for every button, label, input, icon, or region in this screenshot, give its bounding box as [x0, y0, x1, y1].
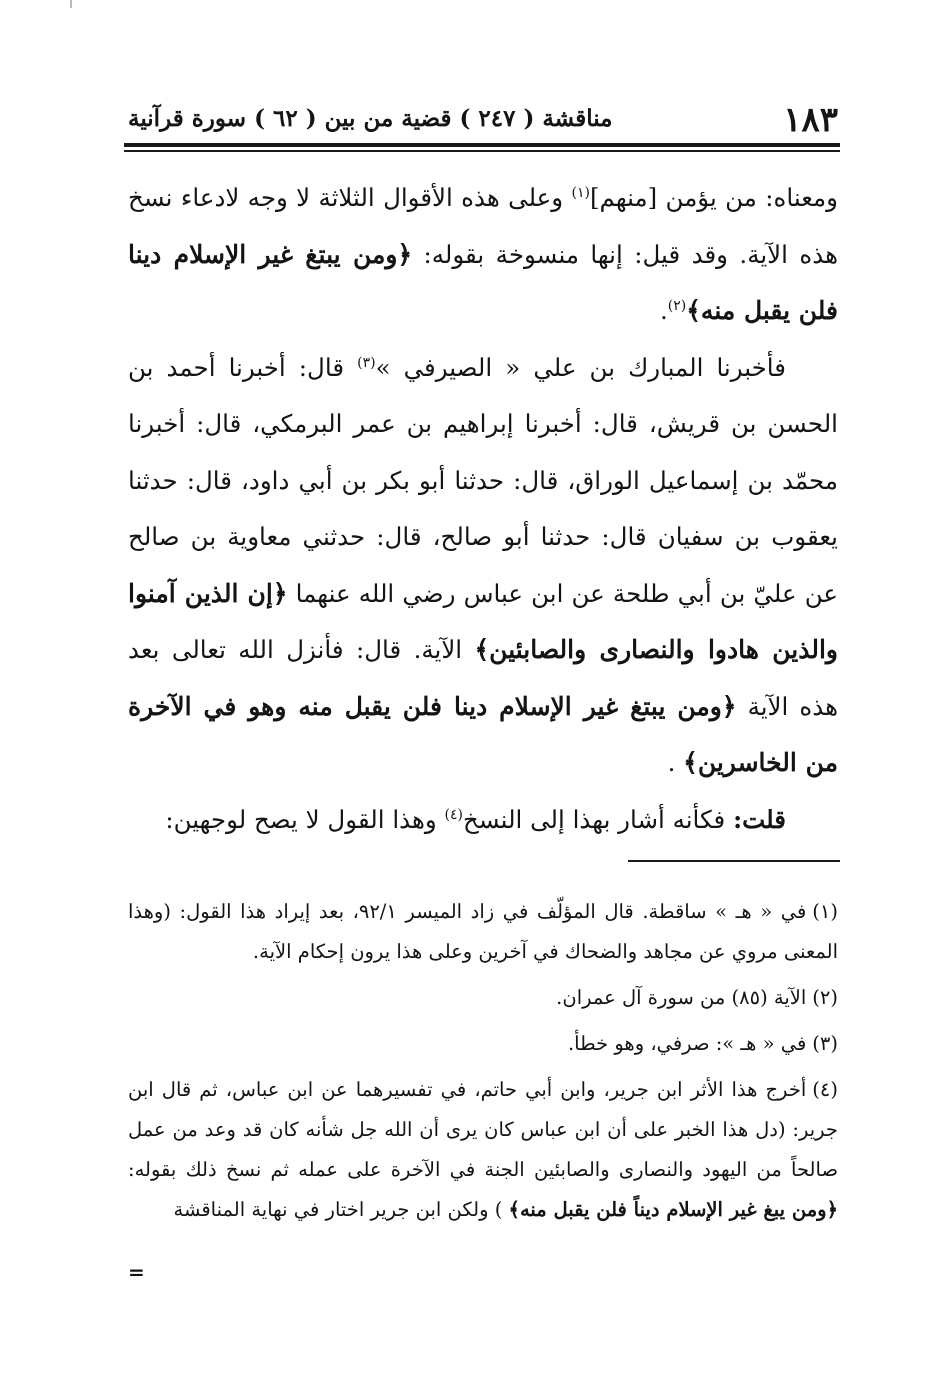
footnote-4	[128, 1070, 838, 1230]
quran-quote: ﴿ومن يبتغ غير الإسلام دينا فلن يقبل منه﴾	[128, 239, 838, 325]
text-run: قال: أخبرنا أحمد بن الحسن بن قريش، قال: أخبرنا إبراهيم بن عمر البرمكي، قال: أخبرنا محمّد بن إسماعيل الوراق، قال: حدثنا أبو بكر بن أبي داود، قال: حدثنا يعقوب بن سفيان قال: حدثنا أبو صالح، قال: حدثني معاوية بن صالح عن عليّ بن أبي طلحة عن ابن عباس رضي الله عنهما	[128, 352, 838, 608]
footnote-text: ) ولكن ابن جرير اختار في نهاية المناقشة	[173, 1198, 509, 1221]
footnote-text: في « هـ »: صرفي، وهو خطأ.	[567, 1032, 807, 1055]
footnote-ref-1: (١)	[571, 184, 590, 201]
continuation-mark: =	[128, 1260, 145, 1284]
header-rule-thin	[124, 150, 840, 152]
footnote-quran-quote: ﴿ومن يبغ غير الإسلام ديناً فلن يقبل منه﴾	[508, 1198, 838, 1221]
paragraph-3	[128, 792, 838, 849]
footnote-text: في « هـ » ساقطة. قال المؤلّف في زاد الميسر ٩٢/١، بعد إيراد هذا القول: (وهذا المعنى مروي عن مجاهد والضحاك في آخرين وعلى هذا يرون إحكام الآية.	[128, 900, 838, 963]
qultu-label: قلت:	[733, 804, 786, 834]
header-rule-thick	[124, 143, 840, 147]
footnote-number: (١)	[812, 900, 838, 923]
running-title: مناقشة ( ٢٤٧ ) قضية من بين ( ٦٢ ) سورة قرآنية	[128, 105, 613, 132]
footnote-ref-2: (٢)	[667, 297, 687, 314]
footnote-text: أخرج هذا الأثر ابن جرير، وابن أبي حاتم، في تفسيرهما عن ابن عباس، ثم قال ابن جرير: (دل هذا الخبر على أن ابن عباس كان يرى أن الله جل شأنه كان قد وعد من عمل صالحاً من اليهود والنصارى والصابئين الجنة في الآخرة على عمله ثم نسخ ذلك بقوله:	[128, 1078, 838, 1181]
text-run: فأخبرنا المبارك بن علي « الصيرفي »	[375, 352, 786, 382]
text-run: .	[660, 296, 668, 325]
footnote-3	[128, 1024, 838, 1064]
footnotes	[128, 892, 838, 1236]
main-text	[128, 170, 838, 848]
footnote-separator	[628, 860, 840, 862]
text-run: وعلى هذه الأقوال الثلاثة لا وجه لادعاء نسخ هذه الآية. وقد قيل: إنها منسوخة بقوله:	[128, 183, 838, 269]
quran-quote: ﴿إن الذين آمنوا والذين هادوا والنصارى والصابئين﴾	[128, 578, 838, 664]
footnote-ref-3: (٣)	[357, 354, 376, 371]
text-run: ومعناه: من يؤمن [منهم]	[589, 183, 838, 212]
paragraph-2	[128, 340, 838, 792]
text-run: وهذا القول لا يصح لوجهين:	[165, 804, 445, 834]
paragraph-1	[128, 170, 838, 340]
running-header	[128, 96, 838, 142]
quran-quote: ﴿ومن يبتغ غير الإسلام دينا فلن يقبل منه وهو في الآخرة من الخاسرين﴾	[128, 691, 838, 777]
footnote-2	[128, 978, 838, 1018]
footnote-text: الآية (٨٥) من سورة آل عمران.	[556, 986, 807, 1009]
scan-speck	[70, 0, 72, 8]
text-run: الآية. قال: فأنزل الله تعالى بعد هذه الآية	[128, 635, 838, 721]
text-run: .	[667, 748, 684, 777]
footnote-1	[128, 892, 838, 972]
text-run: فكأنه أشار بهذا إلى النسخ	[463, 804, 734, 834]
footnote-number: (٤)	[812, 1078, 838, 1101]
footnote-number: (٣)	[812, 1032, 838, 1055]
footnote-number: (٢)	[812, 986, 838, 1009]
page-number: ١٨٣	[783, 100, 838, 140]
footnote-ref-4: (٤)	[444, 806, 464, 823]
